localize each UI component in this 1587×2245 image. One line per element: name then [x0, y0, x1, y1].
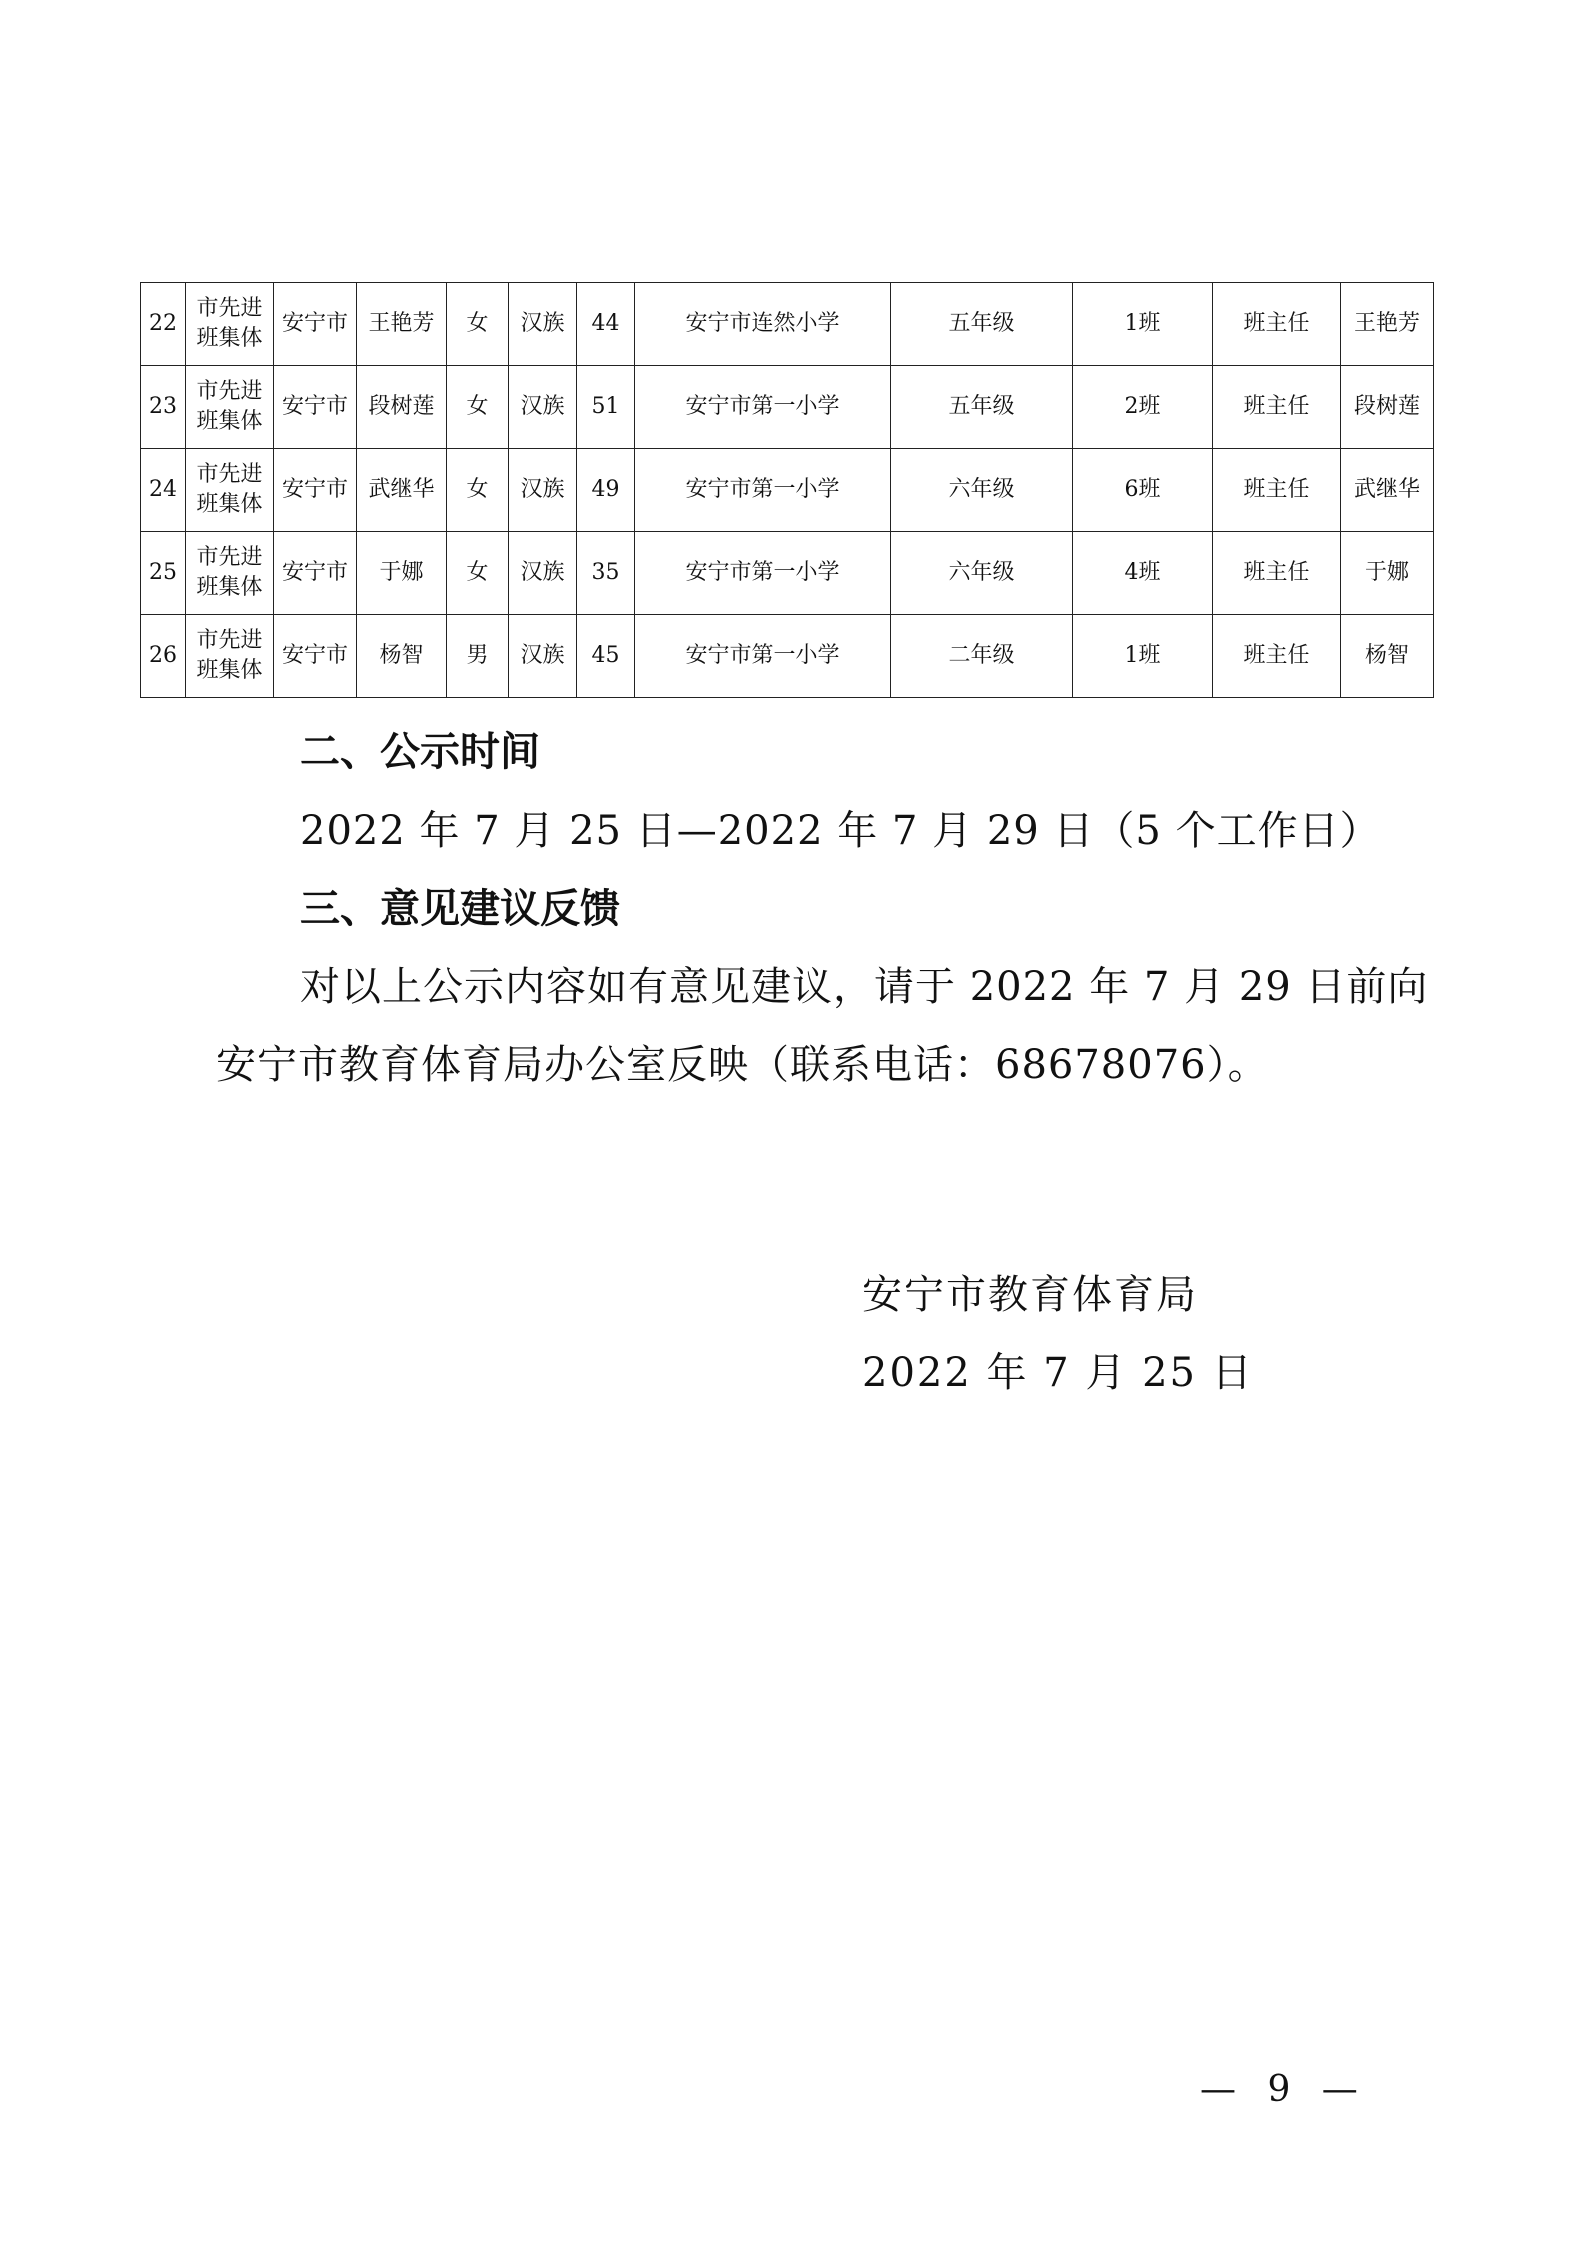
cell-age: 45 [577, 615, 635, 698]
cell-gender: 女 [447, 449, 509, 532]
cell-number: 22 [141, 283, 186, 366]
cell-award-type: 市先进班集体 [186, 366, 274, 449]
cell-teacher: 武继华 [1341, 449, 1434, 532]
cell-number: 25 [141, 532, 186, 615]
table-row [141, 449, 1434, 532]
cell-grade: 五年级 [891, 283, 1073, 366]
cell-age: 49 [577, 449, 635, 532]
cell-teacher: 杨智 [1341, 615, 1434, 698]
cell-role: 班主任 [1213, 532, 1341, 615]
cell-age: 51 [577, 366, 635, 449]
cell-number: 24 [141, 449, 186, 532]
cell-ethnicity: 汉族 [509, 366, 577, 449]
cell-school: 安宁市第一小学 [635, 366, 891, 449]
cell-number: 26 [141, 615, 186, 698]
cell-teacher: 王艳芳 [1341, 283, 1434, 366]
publicity-period-text: 2022 年 7 月 25 日—2022 年 7 月 29 日（5 个工作日） [300, 808, 1381, 854]
section-heading-feedback: 三、意见建议反馈 [300, 886, 620, 932]
cell-name: 王艳芳 [357, 283, 447, 366]
cell-gender: 女 [447, 532, 509, 615]
cell-ethnicity: 汉族 [509, 532, 577, 615]
section-heading-publicity-period: 二、公示时间 [300, 729, 540, 775]
cell-teacher: 段树莲 [1341, 366, 1434, 449]
cell-teacher: 于娜 [1341, 532, 1434, 615]
cell-name: 武继华 [357, 449, 447, 532]
cell-class: 4班 [1073, 532, 1213, 615]
feedback-text-line-1: 对以上公示内容如有意见建议，请于 2022 年 7 月 29 日前向 [300, 964, 1429, 1010]
cell-city: 安宁市 [274, 532, 357, 615]
cell-award-type: 市先进班集体 [186, 449, 274, 532]
cell-name: 杨智 [357, 615, 447, 698]
cell-class: 2班 [1073, 366, 1213, 449]
cell-name: 于娜 [357, 532, 447, 615]
cell-school: 安宁市第一小学 [635, 449, 891, 532]
table-row [141, 366, 1434, 449]
cell-class: 1班 [1073, 615, 1213, 698]
cell-age: 35 [577, 532, 635, 615]
signature-organization: 安宁市教育体育局 [862, 1272, 1198, 1318]
cell-award-type: 市先进班集体 [186, 615, 274, 698]
cell-school: 安宁市第一小学 [635, 532, 891, 615]
cell-school: 安宁市连然小学 [635, 283, 891, 366]
cell-role: 班主任 [1213, 366, 1341, 449]
award-roster-table [140, 282, 1434, 698]
cell-grade: 五年级 [891, 366, 1073, 449]
cell-award-type: 市先进班集体 [186, 283, 274, 366]
cell-number: 23 [141, 366, 186, 449]
feedback-text-line-2: 安宁市教育体育局办公室反映（联系电话：68678076）。 [216, 1042, 1269, 1088]
roster-table-body [141, 283, 1434, 698]
cell-class: 1班 [1073, 283, 1213, 366]
cell-ethnicity: 汉族 [509, 615, 577, 698]
cell-city: 安宁市 [274, 366, 357, 449]
cell-gender: 女 [447, 283, 509, 366]
table-row [141, 615, 1434, 698]
cell-school: 安宁市第一小学 [635, 615, 891, 698]
cell-award-type: 市先进班集体 [186, 532, 274, 615]
cell-name: 段树莲 [357, 366, 447, 449]
cell-role: 班主任 [1213, 449, 1341, 532]
cell-role: 班主任 [1213, 615, 1341, 698]
cell-role: 班主任 [1213, 283, 1341, 366]
cell-ethnicity: 汉族 [509, 283, 577, 366]
cell-class: 6班 [1073, 449, 1213, 532]
cell-age: 44 [577, 283, 635, 366]
cell-gender: 男 [447, 615, 509, 698]
cell-city: 安宁市 [274, 449, 357, 532]
cell-gender: 女 [447, 366, 509, 449]
cell-city: 安宁市 [274, 283, 357, 366]
table-row [141, 532, 1434, 615]
cell-grade: 二年级 [891, 615, 1073, 698]
table-row [141, 283, 1434, 366]
signature-date: 2022 年 7 月 25 日 [862, 1350, 1254, 1396]
cell-grade: 六年级 [891, 532, 1073, 615]
cell-ethnicity: 汉族 [509, 449, 577, 532]
cell-grade: 六年级 [891, 449, 1073, 532]
page-number: — 9 — [1200, 2069, 1368, 2110]
cell-city: 安宁市 [274, 615, 357, 698]
